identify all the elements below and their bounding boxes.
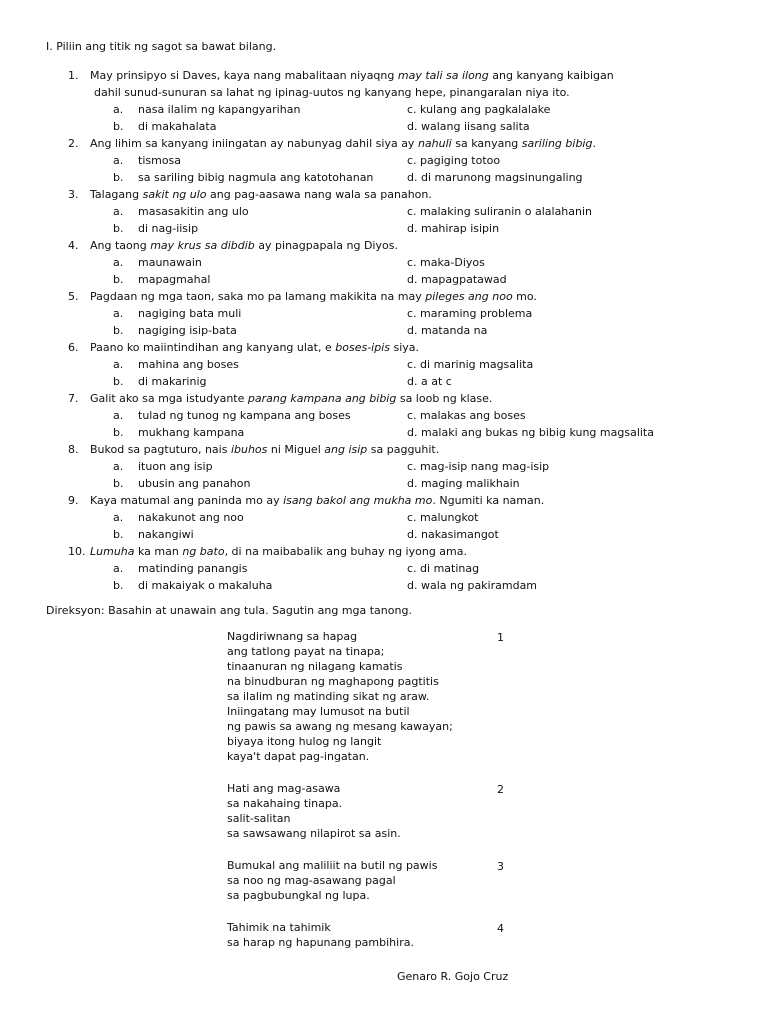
question-number: 10. <box>68 545 86 558</box>
question-number: 5. <box>68 290 79 303</box>
stem-text: ang pag-aasawa nang wala sa panahon. <box>206 188 432 201</box>
poem-line: ang tatlong payat na tinapa; <box>227 645 385 658</box>
poem <box>227 629 527 967</box>
poem-line: sa sawsawang nilapirot sa asin. <box>227 827 401 840</box>
stem-text: Kaya matumal ang paninda mo ay <box>90 494 284 507</box>
option-letter: b. <box>113 222 124 235</box>
option-letter: a. <box>113 562 124 575</box>
stanza-number: 2 <box>497 783 504 796</box>
idiom-text: ibuhos <box>230 443 268 456</box>
idiom-text: boses-ipis <box>335 341 390 354</box>
question-item <box>0 186 768 237</box>
question-number: 7. <box>68 392 79 405</box>
stanza-number: 3 <box>497 860 504 873</box>
option-letter: b. <box>113 477 124 490</box>
question-number: 3. <box>68 188 79 201</box>
option-text: c. pagiging totoo <box>407 154 501 167</box>
poem-stanza <box>227 781 527 841</box>
option-text: mukhang kampana <box>138 426 245 439</box>
option-letter: b. <box>113 171 124 184</box>
stem-text: Galit ako sa mga istudyante <box>90 392 248 405</box>
option-text: tismosa <box>138 154 182 167</box>
option-text: masasakitin ang ulo <box>138 205 249 218</box>
idiom-text: ng bato <box>182 545 225 558</box>
answer-options <box>0 305 768 339</box>
option-text: d. a at c <box>407 375 452 388</box>
answer-options <box>0 458 768 492</box>
option-letter: b. <box>113 426 124 439</box>
option-text: di makarinig <box>138 375 207 388</box>
answer-options <box>0 101 768 135</box>
answer-options <box>0 152 768 186</box>
question-number: 8. <box>68 443 79 456</box>
option-text: di nag-iisip <box>138 222 199 235</box>
question-stem <box>0 186 768 203</box>
option-letter: a. <box>113 256 124 269</box>
question-item <box>0 492 768 543</box>
idiom-text: may krus sa dibdib <box>150 239 255 252</box>
question-item <box>0 339 768 390</box>
poem-stanza <box>227 858 527 903</box>
stem-text: Ang lihim sa kanyang iniingatan ay nabunyag dahil siya ay <box>90 137 418 150</box>
question-item <box>0 135 768 186</box>
question-number: 9. <box>68 494 79 507</box>
question-item <box>0 441 768 492</box>
poem-line: Bumukal ang maliliit na butil ng pawis <box>227 859 438 872</box>
stem-text: sa kanyang <box>451 137 522 150</box>
option-text: matinding panangis <box>138 562 248 575</box>
option-letter: a. <box>113 205 124 218</box>
poem-line: biyaya itong hulog ng langit <box>227 735 382 748</box>
stem-text: mo. <box>512 290 537 303</box>
option-letter: b. <box>113 579 124 592</box>
option-text: nasa ilalim ng kapangyarihan <box>138 103 301 116</box>
poem-line: Tahimik na tahimik <box>227 921 331 934</box>
option-text: d. di marunong magsinungaling <box>407 171 583 184</box>
option-text: d. mahirap isipin <box>407 222 500 235</box>
poem-line: ng pawis sa awang ng mesang kawayan; <box>227 720 453 733</box>
poem-line: sa noo ng mag-asawang pagal <box>227 874 396 887</box>
answer-options <box>0 509 768 543</box>
poem-line: Iniingatang may lumusot na butil <box>227 705 410 718</box>
stem-text: sa loob ng klase. <box>396 392 493 405</box>
question-stem <box>0 543 768 560</box>
idiom-text: isang bakol ang mukha mo <box>283 494 433 507</box>
question-item <box>0 237 768 288</box>
answer-options <box>0 356 768 390</box>
stem-text: May prinsipyo si Daves, kaya nang mabalitaan niyaqng <box>90 69 398 82</box>
stem-text: siya. <box>390 341 420 354</box>
option-letter: a. <box>113 460 124 473</box>
poem-line: na binudburan ng maghapong pagtitis <box>227 675 439 688</box>
option-letter: b. <box>113 375 124 388</box>
option-text: c. kulang ang pagkalalake <box>407 103 551 116</box>
option-letter: b. <box>113 324 124 337</box>
question-stem <box>0 135 768 152</box>
question-stem <box>0 339 768 356</box>
stanza-number: 4 <box>497 922 504 935</box>
option-text: tulad ng tunog ng kampana ang boses <box>138 409 351 422</box>
poem-line: kaya't dapat pag-ingatan. <box>227 750 370 763</box>
option-letter: b. <box>113 273 124 286</box>
option-text: d. wala ng pakiramdam <box>407 579 538 592</box>
idiom-text: Lumuha <box>90 545 135 558</box>
option-text: c. malungkot <box>407 511 479 524</box>
option-text: c. malaking suliranin o alalahanin <box>407 205 593 218</box>
option-text: nakangiwi <box>138 528 194 541</box>
option-text: mapagmahal <box>138 273 211 286</box>
poem-line: sa pagbubungkal ng lupa. <box>227 889 370 902</box>
stem-text: , di na maibabalik ang buhay ng iyong ama. <box>224 545 467 558</box>
stem-text: Bukod sa pagtuturo, nais <box>90 443 231 456</box>
stem-text: ka man <box>134 545 183 558</box>
idiom-text: parang kampana ang bibig <box>247 392 397 405</box>
stem-text: Talagang <box>90 188 143 201</box>
option-text: c. mag-isip nang mag-isip <box>407 460 550 473</box>
option-letter: a. <box>113 409 124 422</box>
stanza-number: 1 <box>497 631 504 644</box>
stem-text: . <box>592 137 596 150</box>
option-text: maunawain <box>138 256 202 269</box>
question-item <box>0 543 768 594</box>
stem-text: Pagdaan ng mga taon, saka mo pa lamang makikita na may <box>90 290 426 303</box>
idiom-text: nahuli <box>417 137 452 150</box>
stem-text: . Ngumiti ka naman. <box>432 494 545 507</box>
question-number: 4. <box>68 239 79 252</box>
option-text: ubusin ang panahon <box>138 477 251 490</box>
question-stem <box>0 441 768 458</box>
question-item <box>0 390 768 441</box>
option-text: d. walang iisang salita <box>407 120 530 133</box>
option-letter: a. <box>113 358 124 371</box>
question-list <box>0 67 768 594</box>
question-stem-continuation: dahil sunud-sunuran sa lahat ng ipinag-uutos ng kanyang hepe, pinangaralan niya ito. <box>94 86 570 99</box>
stem-text: Paano ko maiintindihan ang kanyang ulat, e <box>90 341 336 354</box>
option-letter: a. <box>113 511 124 524</box>
option-text: sa sariling bibig nagmula ang katotohanan <box>138 171 374 184</box>
option-text: c. maraming problema <box>407 307 533 320</box>
poem-line: sa harap ng hapunang pambihira. <box>227 936 414 949</box>
direction-text: Direksyon: Basahin at unawain ang tula. Sagutin ang mga tanong. <box>46 604 412 617</box>
option-text: di makaiyak o makaluha <box>138 579 273 592</box>
idiom-text: pileges ang noo <box>425 290 513 303</box>
idiom-text: may tali sa ilong <box>397 69 489 82</box>
answer-options <box>0 203 768 237</box>
poem-stanza <box>227 920 527 950</box>
option-text: c. malakas ang boses <box>407 409 526 422</box>
option-text: c. di matinag <box>407 562 480 575</box>
option-text: di makahalata <box>138 120 217 133</box>
idiom-text: sariling bibig <box>521 137 593 150</box>
option-text: c. di marinig magsalita <box>407 358 534 371</box>
option-text: d. malaki ang bukas ng bibig kung magsalita <box>407 426 654 439</box>
option-letter: a. <box>113 307 124 320</box>
idiom-text: ang isip <box>324 443 368 456</box>
poem-line: sa nakahaing tinapa. <box>227 797 343 810</box>
question-item <box>0 67 768 135</box>
stem-text: Ang taong <box>90 239 151 252</box>
idiom-text: sakit ng ulo <box>142 188 207 201</box>
answer-options <box>0 407 768 441</box>
option-letter: b. <box>113 120 124 133</box>
option-letter: a. <box>113 103 124 116</box>
stem-text: ni Miguel <box>267 443 325 456</box>
option-text: d. matanda na <box>407 324 488 337</box>
question-stem <box>0 390 768 407</box>
option-text: d. nakasimangot <box>407 528 499 541</box>
stem-text: ay pinagpapala ng Diyos. <box>254 239 398 252</box>
section-heading: I. Piliin ang titik ng sagot sa bawat bilang. <box>46 40 277 53</box>
option-letter: b. <box>113 528 124 541</box>
option-text: nakakunot ang noo <box>138 511 244 524</box>
poem-author: Genaro R. Gojo Cruz <box>397 970 509 983</box>
poem-line: Nagdiriwnang sa hapag <box>227 630 358 643</box>
option-text: nagiging isip-bata <box>138 324 237 337</box>
question-number: 6. <box>68 341 79 354</box>
poem-line: Hati ang mag-asawa <box>227 782 341 795</box>
poem-line: salit-salitan <box>227 812 291 825</box>
poem-line: sa ilalim ng matinding sikat ng araw. <box>227 690 430 703</box>
question-number: 1. <box>68 69 79 82</box>
stem-text: sa pagguhit. <box>367 443 440 456</box>
question-number: 2. <box>68 137 79 150</box>
option-text: nagiging bata muli <box>138 307 242 320</box>
option-text: c. maka-Diyos <box>407 256 485 269</box>
poem-line: tinaanuran ng nilagang kamatis <box>227 660 403 673</box>
answer-options <box>0 560 768 594</box>
question-stem <box>0 237 768 254</box>
option-text: ituon ang isip <box>138 460 213 473</box>
question-stem <box>0 67 768 84</box>
option-letter: a. <box>113 154 124 167</box>
question-stem <box>0 288 768 305</box>
option-text: d. maging malikhain <box>407 477 520 490</box>
option-text: mahina ang boses <box>138 358 239 371</box>
option-text: d. mapagpatawad <box>407 273 507 286</box>
poem-stanza <box>227 629 527 764</box>
stem-text: ang kanyang kaibigan <box>488 69 614 82</box>
question-item <box>0 288 768 339</box>
answer-options <box>0 254 768 288</box>
question-stem <box>0 492 768 509</box>
